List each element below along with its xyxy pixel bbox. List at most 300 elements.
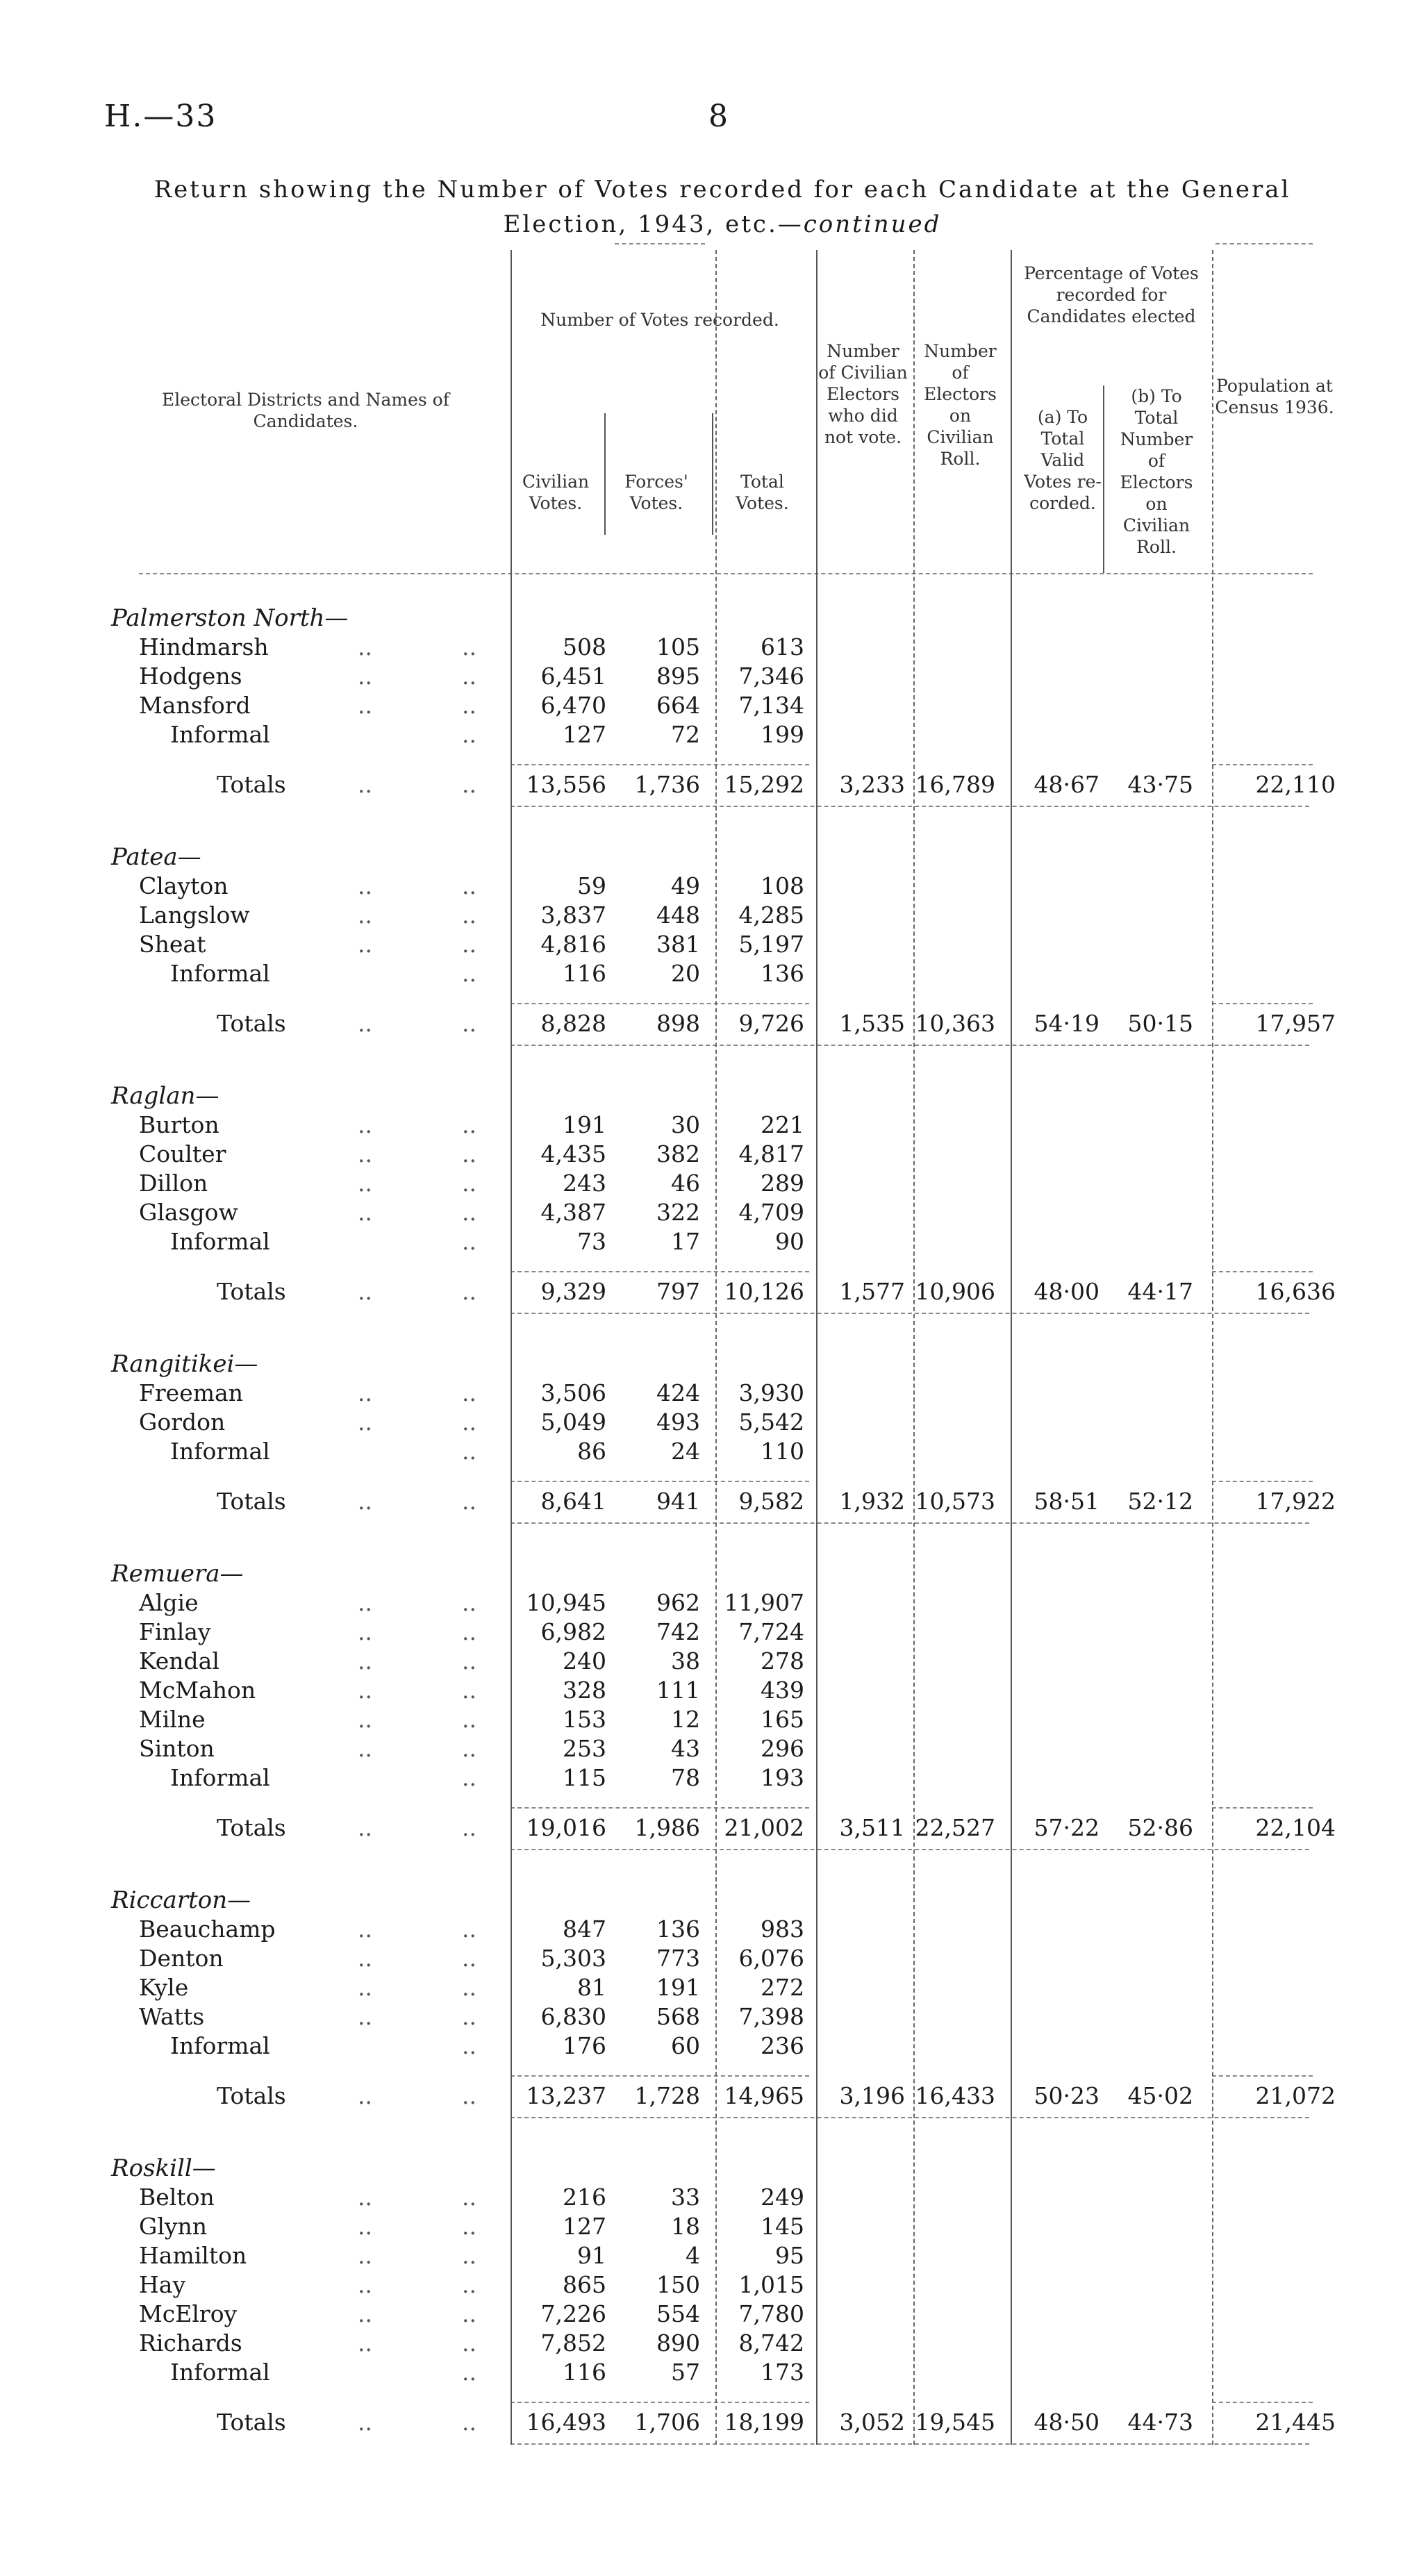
totals-row: [0, 1278, 1419, 1307]
totals-forces: 797: [656, 1278, 700, 1305]
totals-total: 14,965: [724, 2082, 804, 2109]
leader-dots: ..: [462, 1140, 476, 1167]
total-votes: 1,015: [738, 2271, 804, 2298]
leader-dots: ..: [358, 1140, 372, 1167]
total-votes: 11,907: [724, 1589, 804, 1616]
total-votes: 6,076: [738, 1945, 804, 1972]
total-votes: 110: [761, 1438, 804, 1465]
totals-nonvoters: 3,233: [839, 771, 905, 798]
totals-roll: 10,906: [915, 1278, 995, 1305]
leader-dots: ..: [358, 1409, 372, 1436]
leader-dots: ..: [358, 1814, 372, 1841]
candidate-name: Freeman: [139, 1379, 243, 1406]
leader-dots: ..: [462, 872, 476, 899]
candidate-name: Hamilton: [139, 2242, 247, 2269]
forces-votes: 382: [656, 1140, 700, 1167]
civilian-votes: 508: [563, 633, 606, 660]
candidate-row: [0, 2271, 1419, 2300]
rule: [511, 1481, 809, 1482]
civilian-votes: 865: [563, 2271, 606, 2298]
candidate-row: [0, 2359, 1419, 2388]
leader-dots: ..: [462, 1379, 476, 1406]
forces-votes: 78: [671, 1764, 700, 1791]
table-title: [104, 172, 1341, 242]
candidate-row: [0, 901, 1419, 931]
candidate-row: [0, 2329, 1419, 2359]
rule: [1103, 385, 1104, 573]
leader-dots: ..: [462, 1974, 476, 2001]
civilian-votes: 4,816: [540, 931, 606, 958]
leader-dots: ..: [462, 2359, 476, 2386]
totals-roll: 10,573: [915, 1488, 995, 1515]
forces-votes: 111: [656, 1677, 700, 1704]
col-pct-b: (b) To Total Number of Electors on Civilian Roll.: [1120, 386, 1193, 557]
totals-label: Totals: [217, 2409, 286, 2436]
candidate-name: Informal: [170, 2359, 270, 2386]
civilian-votes: 328: [563, 1677, 606, 1704]
totals-civilian: 13,556: [526, 771, 606, 798]
leader-dots: ..: [358, 1706, 372, 1733]
title-line-1: Return showing the Number of Votes recorded for each Candidate at the General: [153, 176, 1291, 203]
rule: [511, 2117, 1309, 2118]
column-rule: [715, 250, 717, 2445]
civilian-votes: 6,982: [540, 1618, 606, 1645]
totals-pct-b: 52·12: [1127, 1488, 1193, 1515]
forces-votes: 322: [656, 1199, 700, 1226]
civilian-votes: 191: [563, 1111, 606, 1138]
civilian-votes: 81: [577, 1974, 606, 2001]
candidate-name: Finlay: [139, 1618, 211, 1645]
totals-forces: 1,736: [634, 771, 700, 798]
candidate-row: [0, 1170, 1419, 1199]
civilian-votes: 4,387: [540, 1199, 606, 1226]
total-votes: 3,930: [738, 1379, 804, 1406]
totals-nonvoters: 1,577: [839, 1278, 905, 1305]
candidate-row: [0, 2213, 1419, 2242]
civilian-votes: 59: [577, 872, 606, 899]
district-name: Raglan—: [111, 1082, 219, 1110]
leader-dots: ..: [462, 1589, 476, 1616]
civilian-votes: 243: [563, 1170, 606, 1197]
rule: [615, 243, 705, 244]
forces-votes: 46: [671, 1170, 700, 1197]
candidate-row: [0, 692, 1419, 721]
forces-votes: 424: [656, 1379, 700, 1406]
candidate-row: [0, 1199, 1419, 1228]
column-rule: [1011, 250, 1012, 2445]
leader-dots: ..: [358, 2184, 372, 2211]
totals-nonvoters: 3,196: [839, 2082, 905, 2109]
civilian-votes: 216: [563, 2184, 606, 2211]
candidate-name: Informal: [170, 721, 270, 748]
candidate-row: [0, 1438, 1419, 1467]
leader-dots: ..: [462, 1647, 476, 1675]
leader-dots: ..: [358, 872, 372, 899]
totals-forces: 1,986: [634, 1814, 700, 1841]
leader-dots: ..: [358, 1278, 372, 1305]
leader-dots: ..: [358, 2300, 372, 2327]
rule: [604, 413, 606, 535]
leader-dots: ..: [358, 1488, 372, 1515]
total-votes: 5,542: [738, 1409, 804, 1436]
rule: [1212, 1481, 1313, 1482]
candidate-name: Informal: [170, 960, 270, 987]
column-rule: [511, 250, 512, 2445]
totals-row: [0, 2409, 1419, 2438]
totals-label: Totals: [217, 771, 286, 798]
civilian-votes: 7,852: [540, 2329, 606, 2357]
civilian-votes: 847: [563, 1916, 606, 1943]
leader-dots: ..: [358, 2082, 372, 2109]
leader-dots: ..: [462, 2242, 476, 2269]
forces-votes: 895: [656, 663, 700, 690]
totals-roll: 22,527: [915, 1814, 995, 1841]
rule: [511, 1849, 1309, 1850]
totals-label: Totals: [217, 1814, 286, 1841]
candidate-row: [0, 1228, 1419, 1257]
civilian-votes: 127: [563, 721, 606, 748]
leader-dots: ..: [358, 2213, 372, 2240]
forces-votes: 664: [656, 692, 700, 719]
forces-votes: 568: [656, 2003, 700, 2030]
rule: [511, 1522, 1309, 1524]
candidate-name: Glynn: [139, 2213, 208, 2240]
leader-dots: ..: [462, 633, 476, 660]
forces-votes: 43: [671, 1735, 700, 1762]
total-votes: 4,709: [738, 1199, 804, 1226]
leader-dots: ..: [358, 2003, 372, 2030]
total-votes: 7,346: [738, 663, 804, 690]
candidate-row: [0, 2242, 1419, 2271]
leader-dots: ..: [358, 1945, 372, 1972]
civilian-votes: 3,837: [540, 901, 606, 929]
leader-dots: ..: [462, 2184, 476, 2211]
district-name: Rangitikei—: [111, 1350, 258, 1378]
totals-pct-b: 44·17: [1127, 1278, 1193, 1305]
leader-dots: ..: [462, 1488, 476, 1515]
title-line-2: [104, 207, 1341, 242]
candidate-row: [0, 872, 1419, 901]
forces-votes: 18: [671, 2213, 700, 2240]
leader-dots: ..: [358, 1170, 372, 1197]
col-roll: Number of Electors on Civilian Roll.: [924, 341, 997, 469]
candidate-name: Beauchamp: [139, 1916, 276, 1943]
rule: [1212, 2402, 1313, 2403]
candidate-name: Hindmarsh: [139, 633, 269, 660]
leader-dots: ..: [358, 931, 372, 958]
candidate-row: [0, 1735, 1419, 1764]
leader-dots: ..: [462, 2300, 476, 2327]
totals-pct-b: 45·02: [1127, 2082, 1193, 2109]
totals-pct-a: 58·51: [1034, 1488, 1099, 1515]
rule: [511, 806, 1309, 807]
candidate-row: [0, 1618, 1419, 1647]
totals-label: Totals: [217, 2082, 286, 2109]
civilian-votes: 6,451: [540, 663, 606, 690]
leader-dots: ..: [358, 663, 372, 690]
col-civilian: Civilian Votes.: [522, 472, 590, 513]
forces-votes: 24: [671, 1438, 700, 1465]
totals-total: 15,292: [724, 771, 804, 798]
leader-dots: ..: [358, 771, 372, 798]
civilian-votes: 240: [563, 1647, 606, 1675]
forces-votes: 105: [656, 633, 700, 660]
candidate-row: [0, 2184, 1419, 2213]
leader-dots: ..: [358, 901, 372, 929]
totals-row: [0, 1814, 1419, 1843]
civilian-votes: 73: [577, 1228, 606, 1255]
totals-civilian: 8,641: [540, 1488, 606, 1515]
rule: [511, 1003, 809, 1004]
totals-roll: 19,545: [915, 2409, 995, 2436]
totals-total: 9,726: [738, 1010, 804, 1037]
leader-dots: ..: [462, 960, 476, 987]
total-votes: 108: [761, 872, 804, 899]
rule: [712, 413, 713, 535]
totals-nonvoters: 3,511: [839, 1814, 905, 1841]
civilian-votes: 153: [563, 1706, 606, 1733]
header-rule: [139, 573, 1313, 574]
rule: [1212, 1271, 1313, 1272]
candidate-name: Mansford: [139, 692, 251, 719]
totals-total: 9,582: [738, 1488, 804, 1515]
totals-pct-b: 52·86: [1127, 1814, 1193, 1841]
leader-dots: ..: [358, 2329, 372, 2357]
candidate-name: Dillon: [139, 1170, 208, 1197]
candidate-name: Kyle: [139, 1974, 189, 2001]
forces-votes: 49: [671, 872, 700, 899]
leader-dots: ..: [462, 2329, 476, 2357]
total-votes: 4,817: [738, 1140, 804, 1167]
total-votes: 95: [775, 2242, 804, 2269]
total-votes: 278: [761, 1647, 804, 1675]
district-name: Remuera—: [111, 1560, 244, 1588]
leader-dots: ..: [358, 1010, 372, 1037]
totals-label: Totals: [217, 1010, 286, 1037]
forces-votes: 191: [656, 1974, 700, 2001]
totals-forces: 941: [656, 1488, 700, 1515]
civilian-votes: 86: [577, 1438, 606, 1465]
leader-dots: ..: [462, 1278, 476, 1305]
rule: [511, 1807, 809, 1809]
candidate-row: [0, 1706, 1419, 1735]
col-pct-group: Percentage of Votes recorded for Candidates elected: [1024, 263, 1199, 326]
rule: [1212, 1003, 1313, 1004]
total-votes: 613: [761, 633, 804, 660]
totals-pct-b: 44·73: [1127, 2409, 1193, 2436]
leader-dots: ..: [462, 901, 476, 929]
leader-dots: ..: [358, 1199, 372, 1226]
leader-dots: ..: [358, 1677, 372, 1704]
totals-forces: 1,728: [634, 2082, 700, 2109]
civilian-votes: 5,303: [540, 1945, 606, 1972]
totals-population: 22,104: [1255, 1814, 1336, 1841]
totals-forces: 898: [656, 1010, 700, 1037]
candidate-row: [0, 1589, 1419, 1618]
forces-votes: 20: [671, 960, 700, 987]
totals-pct-a: 48·00: [1034, 1278, 1099, 1305]
total-votes: 439: [761, 1677, 804, 1704]
civilian-votes: 91: [577, 2242, 606, 2269]
forces-votes: 4: [686, 2242, 700, 2269]
candidate-name: Sheat: [139, 931, 206, 958]
total-votes: 296: [761, 1735, 804, 1762]
civilian-votes: 127: [563, 2213, 606, 2240]
forces-votes: 60: [671, 2032, 700, 2059]
civilian-votes: 6,830: [540, 2003, 606, 2030]
district-name: Patea—: [111, 843, 201, 871]
leader-dots: ..: [358, 2242, 372, 2269]
candidate-name: Informal: [170, 1764, 270, 1791]
forces-votes: 493: [656, 1409, 700, 1436]
title-line-2-text: Election, 1943, etc.—: [503, 210, 804, 238]
total-votes: 136: [761, 960, 804, 987]
leader-dots: ..: [462, 1618, 476, 1645]
totals-civilian: 9,329: [540, 1278, 606, 1305]
leader-dots: ..: [358, 1916, 372, 1943]
totals-row: [0, 1488, 1419, 1517]
candidate-row: [0, 1379, 1419, 1409]
totals-population: 17,922: [1255, 1488, 1336, 1515]
leader-dots: ..: [462, 1111, 476, 1138]
total-votes: 145: [761, 2213, 804, 2240]
totals-roll: 10,363: [915, 1010, 995, 1037]
candidate-name: Langslow: [139, 901, 250, 929]
rule: [511, 2443, 1309, 2445]
forces-votes: 72: [671, 721, 700, 748]
column-rule: [913, 250, 915, 2445]
civilian-votes: 176: [563, 2032, 606, 2059]
totals-nonvoters: 1,932: [839, 1488, 905, 1515]
total-votes: 221: [761, 1111, 804, 1138]
col-votes-group: Number of Votes recorded.: [540, 310, 779, 330]
candidate-row: [0, 2032, 1419, 2061]
forces-votes: 17: [671, 1228, 700, 1255]
col-district: Electoral Districts and Names of Candidates.: [162, 390, 449, 431]
totals-pct-b: 43·75: [1127, 771, 1193, 798]
totals-pct-a: 50·23: [1034, 2082, 1099, 2109]
candidate-name: Clayton: [139, 872, 229, 899]
candidate-row: [0, 1764, 1419, 1793]
leader-dots: ..: [462, 1438, 476, 1465]
candidate-name: Gordon: [139, 1409, 226, 1436]
leader-dots: ..: [462, 771, 476, 798]
leader-dots: ..: [462, 2003, 476, 2030]
leader-dots: ..: [462, 2409, 476, 2436]
leader-dots: ..: [462, 931, 476, 958]
forces-votes: 150: [656, 2271, 700, 2298]
total-votes: 249: [761, 2184, 804, 2211]
col-forces: Forces' Votes.: [624, 472, 688, 513]
leader-dots: ..: [358, 1111, 372, 1138]
total-votes: 7,724: [738, 1618, 804, 1645]
civilian-votes: 115: [563, 1764, 606, 1791]
civilian-votes: 7,226: [540, 2300, 606, 2327]
totals-forces: 1,706: [634, 2409, 700, 2436]
leader-dots: ..: [462, 1199, 476, 1226]
total-votes: 7,398: [738, 2003, 804, 2030]
forces-votes: 554: [656, 2300, 700, 2327]
leader-dots: ..: [462, 1706, 476, 1733]
candidate-row: [0, 1647, 1419, 1677]
candidate-name: Burton: [139, 1111, 219, 1138]
total-votes: 7,780: [738, 2300, 804, 2327]
candidate-name: Glasgow: [139, 1199, 238, 1226]
civilian-votes: 6,470: [540, 692, 606, 719]
total-votes: 90: [775, 1228, 804, 1255]
totals-total: 18,199: [724, 2409, 804, 2436]
totals-population: 21,072: [1255, 2082, 1336, 2109]
candidate-name: Sinton: [139, 1735, 215, 1762]
candidate-row: [0, 1111, 1419, 1140]
rule: [511, 1313, 1309, 1314]
leader-dots: ..: [462, 1170, 476, 1197]
candidate-row: [0, 1677, 1419, 1706]
forces-votes: 742: [656, 1618, 700, 1645]
rule: [511, 2402, 809, 2403]
candidate-row: [0, 2003, 1419, 2032]
forces-votes: 12: [671, 1706, 700, 1733]
leader-dots: ..: [358, 1589, 372, 1616]
candidate-name: Hay: [139, 2271, 186, 2298]
forces-votes: 773: [656, 1945, 700, 1972]
forces-votes: 57: [671, 2359, 700, 2386]
total-votes: 165: [761, 1706, 804, 1733]
candidate-row: [0, 2300, 1419, 2329]
forces-votes: 30: [671, 1111, 700, 1138]
leader-dots: ..: [462, 1814, 476, 1841]
totals-civilian: 16,493: [526, 2409, 606, 2436]
total-votes: 8,742: [738, 2329, 804, 2357]
page-number: 8: [708, 99, 728, 134]
col-nonvoters: Number of Civilian Electors who did not vote.: [818, 341, 908, 447]
forces-votes: 381: [656, 931, 700, 958]
leader-dots: ..: [462, 2213, 476, 2240]
totals-label: Totals: [217, 1278, 286, 1305]
leader-dots: ..: [358, 1974, 372, 2001]
candidate-row: [0, 931, 1419, 960]
candidate-row: [0, 721, 1419, 750]
leader-dots: ..: [462, 1228, 476, 1255]
totals-row: [0, 1010, 1419, 1039]
candidate-row: [0, 960, 1419, 989]
totals-roll: 16,789: [915, 771, 995, 798]
candidate-name: Kendal: [139, 1647, 219, 1675]
leader-dots: ..: [462, 2082, 476, 2109]
totals-roll: 16,433: [915, 2082, 995, 2109]
totals-population: 21,445: [1255, 2409, 1336, 2436]
totals-civilian: 8,828: [540, 1010, 606, 1037]
candidate-name: Milne: [139, 1706, 206, 1733]
leader-dots: ..: [358, 2409, 372, 2436]
col-pct-a: (a) To Total Valid Votes re-corded.: [1024, 407, 1102, 513]
candidate-name: Richards: [139, 2329, 242, 2357]
candidate-name: Belton: [139, 2184, 215, 2211]
candidate-name: Hodgens: [139, 663, 242, 690]
column-rule: [1212, 250, 1213, 2445]
total-votes: 4,285: [738, 901, 804, 929]
candidate-name: Denton: [139, 1945, 224, 1972]
candidate-name: Informal: [170, 1228, 270, 1255]
candidate-name: McElroy: [139, 2300, 238, 2327]
candidate-name: Watts: [139, 2003, 205, 2030]
candidate-row: [0, 1974, 1419, 2003]
leader-dots: ..: [462, 1764, 476, 1791]
leader-dots: ..: [462, 2271, 476, 2298]
candidate-row: [0, 633, 1419, 663]
leader-dots: ..: [462, 1945, 476, 1972]
rule: [1212, 1807, 1313, 1809]
